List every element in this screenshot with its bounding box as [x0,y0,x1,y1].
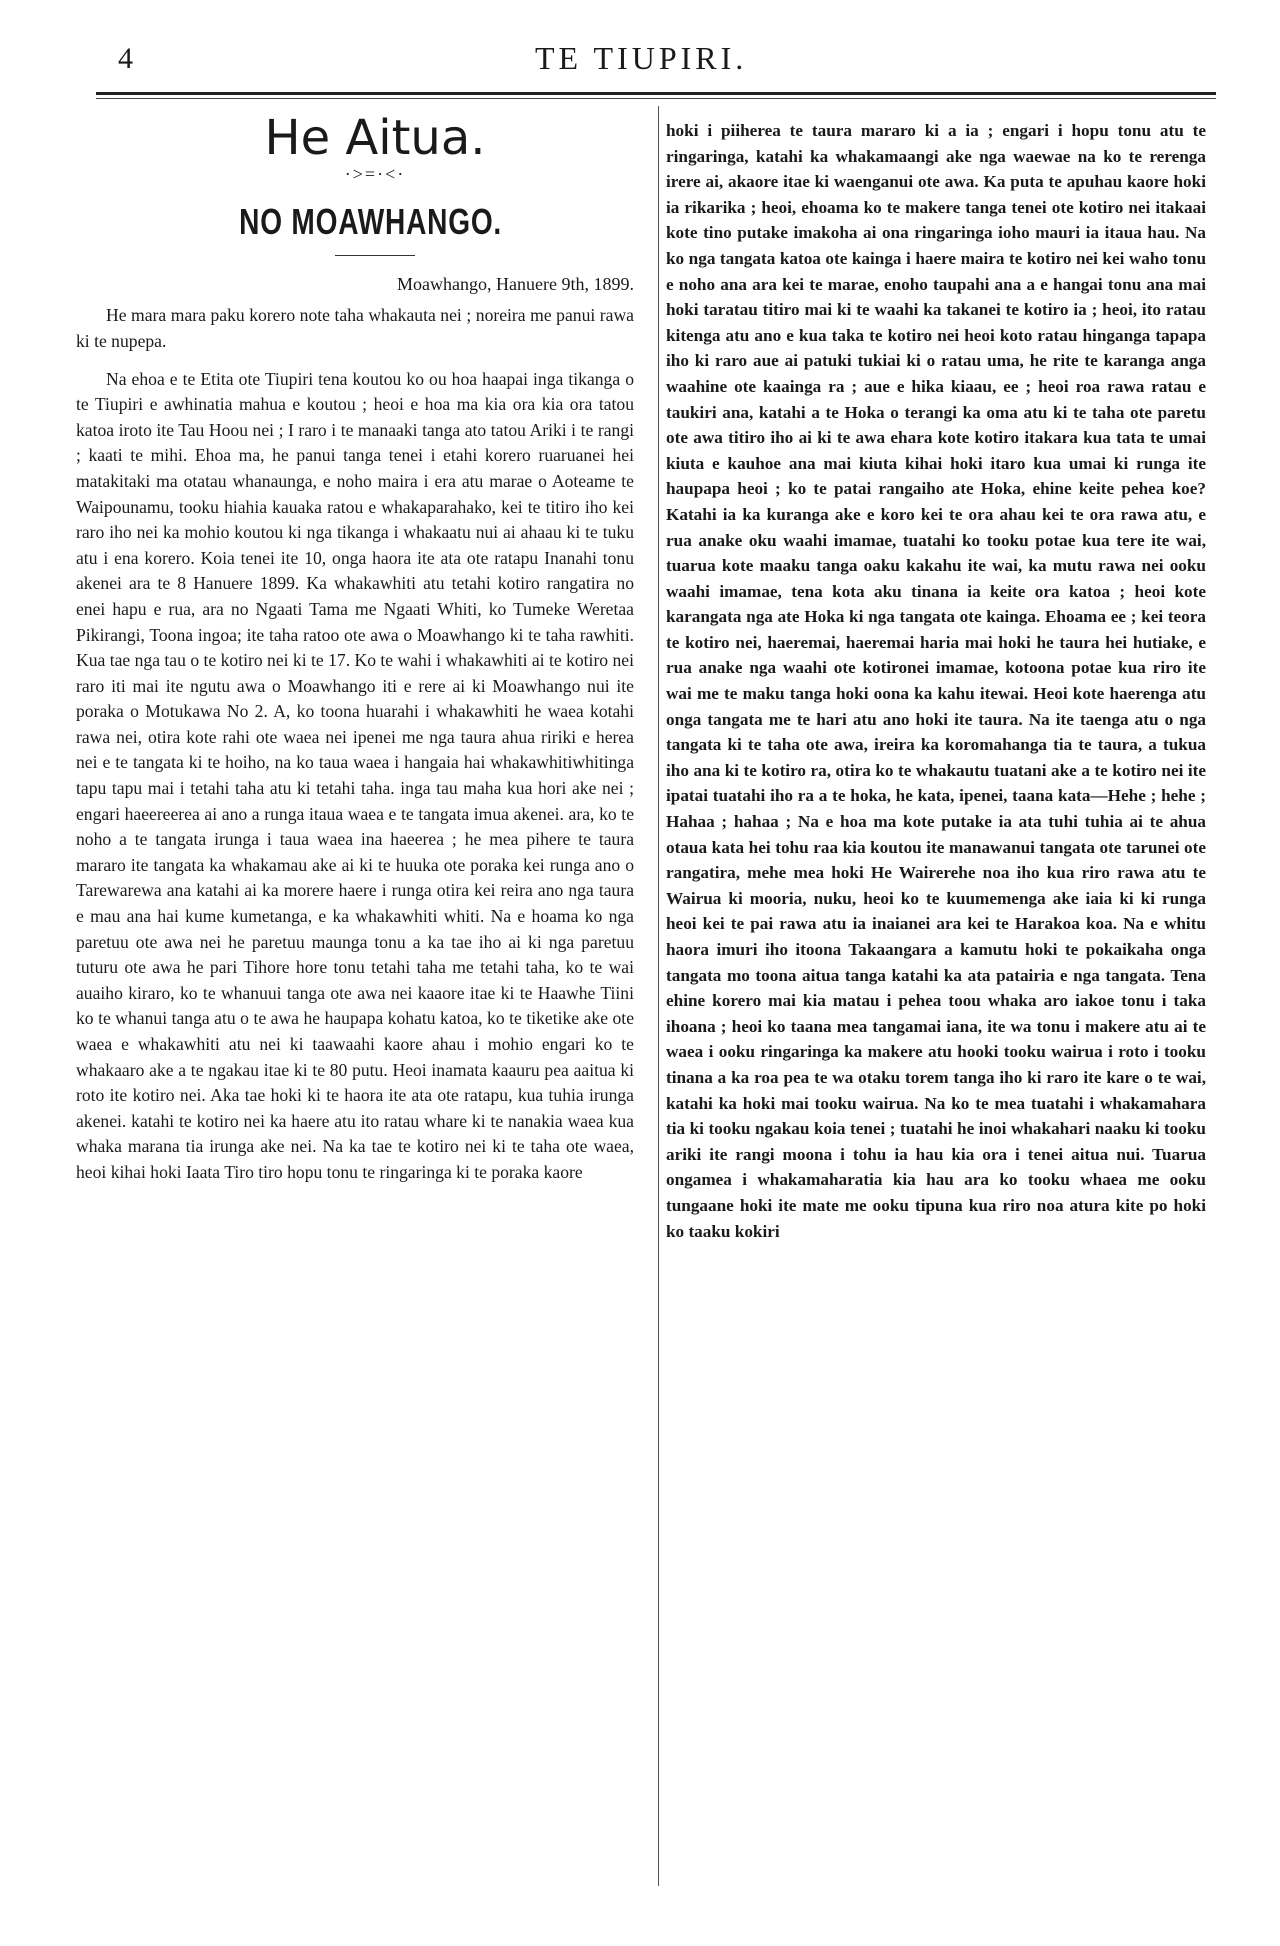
paragraph-intro: He mara mara paku korero note taha whakauta nei ; noreira me panui rawa ki te nupepa. [76,305,634,351]
paragraph-continued: hoki i piiherea te taura mararo ki a ia ; engari i hopu tonu atu te ringaringa, katahi ka whakamaangi ake nga waewae na ko te rerenga irere ai, akaore itae ki waenganui ote awa. Ka puta te apuhau kaore hoki ia rikarika ; heoi, ehoama ko te makere tanga tenei ote kotiro nei itakaai kote tino putake imakoha ai ona ringaringa ioho mauri ia itaua hau. Na ko nga tangata katoa ote kainga i haere maira te kotiro nei kei waho tonu e noho ana ara kei te marae, enoho taupahi ana a e hangai tonu ana mai hoki taratau titiro mai ki te waahi ka takanei te kotiro ia ; heoi, ito ratau kitenga atu ano e kua taka te kotiro nei heoi koto ratau hinganga tapapa iho ki raro aue ai patuki tukiai ki o ratau uma, he rite te karanga anga waahine ote kaainga ra ; aue e hika kiaau, ee ; heoi roa rawa ratau e taukiri ana, katahi a te Hoka o terangi ka oma atu ki te taha ote paretu ote awa titiro iho ai ki te awa ehara kote kotiro itakara kua tata te umai kiuta e kauhoe ana mai kiuta kihai hoki itaro kua umai ki runga ite haupapa heoi ; ko te patai rangaiho ate Hoka, ehine keite pehea koe? Katahi ia ka kuranga ake e koro kei te ora ahau kei te ora rawa atu, e rua anake oku waahi imamae, tuatahi ko tooku potae kua tere ite wai, tuarua kote maaku tanga oaku kakahu ite wai, ka mutu rawa nei ooku waahi imamae, tena kota aku tinana ia keite ora katoa ; heoi kote karangata nga ate Hoka ki nga tangata ote kainga. Ehoama ee ; kei teora te kotiro nei, haeremai, haeremai haria mai hoki he taura hei hutiake, e rua anake nga waahi ote kotironei imamae, kotoona potae kua riro ite wai me te maku tanga hoki oona ka kahu itewai. Heoi kote haerenga atu onga tangata me te hari atu ano hoki ite taura. Na ite taenga atu o nga tangata ki te taha ote awa, ireira ka koromahanga tia te taura, a tukua iho ana ki te kotiro ra, otira ko te whakautu tuatani ake a te kotiro nei ite ipatai tuatahi iho ra a te hoka, he kata, ipenei, taana kata—Hehe ; hehe ; Hahaa ; hahaa ; Na e hoa ma kote putake ia ata tuhi tuhia ai te ahua otaua kata hei tohu raa kia koutou ite manawanui tangata ote tarunei ote rangatira, mehe mea hoki He Wairerehe noa iho kua riro rawa atu te Wairua ki mooria, nuku, heoi ko te kuumemenga ake iaia ki ki runga heoi kei te pai rawa atu ia inaianei ara kei te Harakoa koa. Na e whitu haora imuri iho itoona Takaangara a kamutu hoki te pokaikaha onga tangata mo toona aitua tanga katahi ka ata patairia e nga tangata. Tena ehine korero mai kia matau i pehea toou whaka aro iakoe tonu i taka ihoana ; heoi ko taana mea tangamai iana, ite wa tonu i makere atu ai te waea i ooku ringaringa ka makere atu hooki tooku wairua i roto i tooku tinana a ka roa pea te wa otaku torem tanga iho ki raro ite kare o te wai, katahi ka hoki mai tooku wairua. Na ko te mea tuatahi i whakamahara tia ki tooku ngakau koia tenei ; tuatahi he inoi whakahari naaku ki tooku ariki ite rangi moona i tohu ia hau kia ora i tenei aitua nui. Tuarua ongamea i whakamaharatia kia hau ara ko tooku whaea me ooku tungaane hoki ite mate me ooku tipuna kua riro noa atura kite po hoki ko taaku kokiri [666,121,1206,1241]
article-subtitle: NO MOAWHANGO. [239,201,503,243]
paragraph-main: Na ehoa e te Etita ote Tiupiri tena koutou ko ou hoa haapai inga tikanga o te Tiupiri e awhinatia mahua e koutou ; heoi e hoa ma kia ora kia ora tatou katoa iroto ite Tau Hoou nei ; I raro i te manaaki tanga ato tatou Ariki i te rangi ; kaati te mihi. Ehoa ma, he panui tanga tenei i etahi korero ruaruanei hei matakitaki ma otatau whanaunga, e noho maira i era atu marae o Aoteame te Waipounamu, tooku hiahia kauaka ratou e whakaparahako, kei te titiro iho kei raro iho nei ka mohio koutou ki nga tikanga i whakaatu nui ai ahaau ki te tuku atu i ena korero. Koia tenei ite 10, onga haora ite ata ote ratapu Inanahi tonu akenei ara te 8 Hanuere 1899. Ka whakawhiti atu tetahi kotiro rangatira no enei hapu e rua, ara no Ngaati Tama me Ngaati Whiti, ko Tumeke Weretaa Pikirangi, Toona ingoa; ite taha ratoo ote awa o Moawhango ki te taha rawhiti. Kua tae nga tau o te kotiro nei ki te 17. Ko te wahi i whakawhiti ai te kotiro nei raro iti mai ite ngutu awa o Moawhango iti e rere ai ki Moawhango nui ite poraka o Motukawa No 2. A, ko toona huarahi i whakawhiti he waea kotahi rawa nei, otira kote rahi ote waea nei ipenei me nga taura ahua ririki e herea nei e te tangata ki te hoiho, na ko taua waea i hangaia hai whakawhitiwhitinga tapu tapu mai i tetahi taha atu ki tetahi taha. inga tau maha kua hori ake nei ; engari haeereerea ai ano a runga itaua waea e te tangata imua akenei. ara, ko te noho a te tangata irunga i taua waea ina haeerea ; he mea pihere te taura mararo ite tangata ka whakamau ake ai ki te huuka ote poraka kei runga ano o Tarewarewa ana katahi ai ka morere haere i runga otira kei reira ano nga taura e mau ana hai kume kumetanga, e ka whakawhiti whiti. Na e hoama ko nga paretuu ote awa nei he paretuu maunga tonu a ka tae iho ai ki nga paretuu tuturu ote awa he pari Tihore hore tonu tetahi taha me tetahi taha, ko te wai auaiho kiraro, ko te whanuui tanga ote awa nei kaaore itae ki te Haawhe Tiini ko te whanui tanga atu o te awa he haupapa kohatu katoa, ko te tiketike ake ote waea e whakawhiti atu nei ki taawaahi kaore ahau i mohio engari ko te whakaaro ake a te ngakau itae ki te 80 putu. Heoi inamata kaauru pea aaitua ki roto ite kotiro nei. Aka tae hoki ki te haora ite ata ote ratapu, kua tuhia irunga akenei. katahi te kotiro nei ka haere atu ito ratau whare ki te nanakia waea kua whaka marana tia irunga ake nei. Na ka tae te kotiro nei ki te taha ote waea, heoi kihai hoki Iaata Tiro tiro hopu tonu te ringaringa ki te poraka kaore [76,368,634,1182]
column-divider [658,106,659,1886]
page-number: 4 [118,42,133,75]
masthead: TE TIUPIRI. [535,40,748,76]
subtitle-rule [335,255,415,256]
title-ornament: ·>=·<· [344,163,406,184]
article-title: He Aitua. [264,110,486,166]
dateline: Moawhango, Hanuere 9th, 1899. [397,273,634,294]
left-column [76,110,634,1186]
header-rule [96,92,1216,95]
right-column [666,118,1206,1244]
header-rule-thin [96,98,1216,99]
